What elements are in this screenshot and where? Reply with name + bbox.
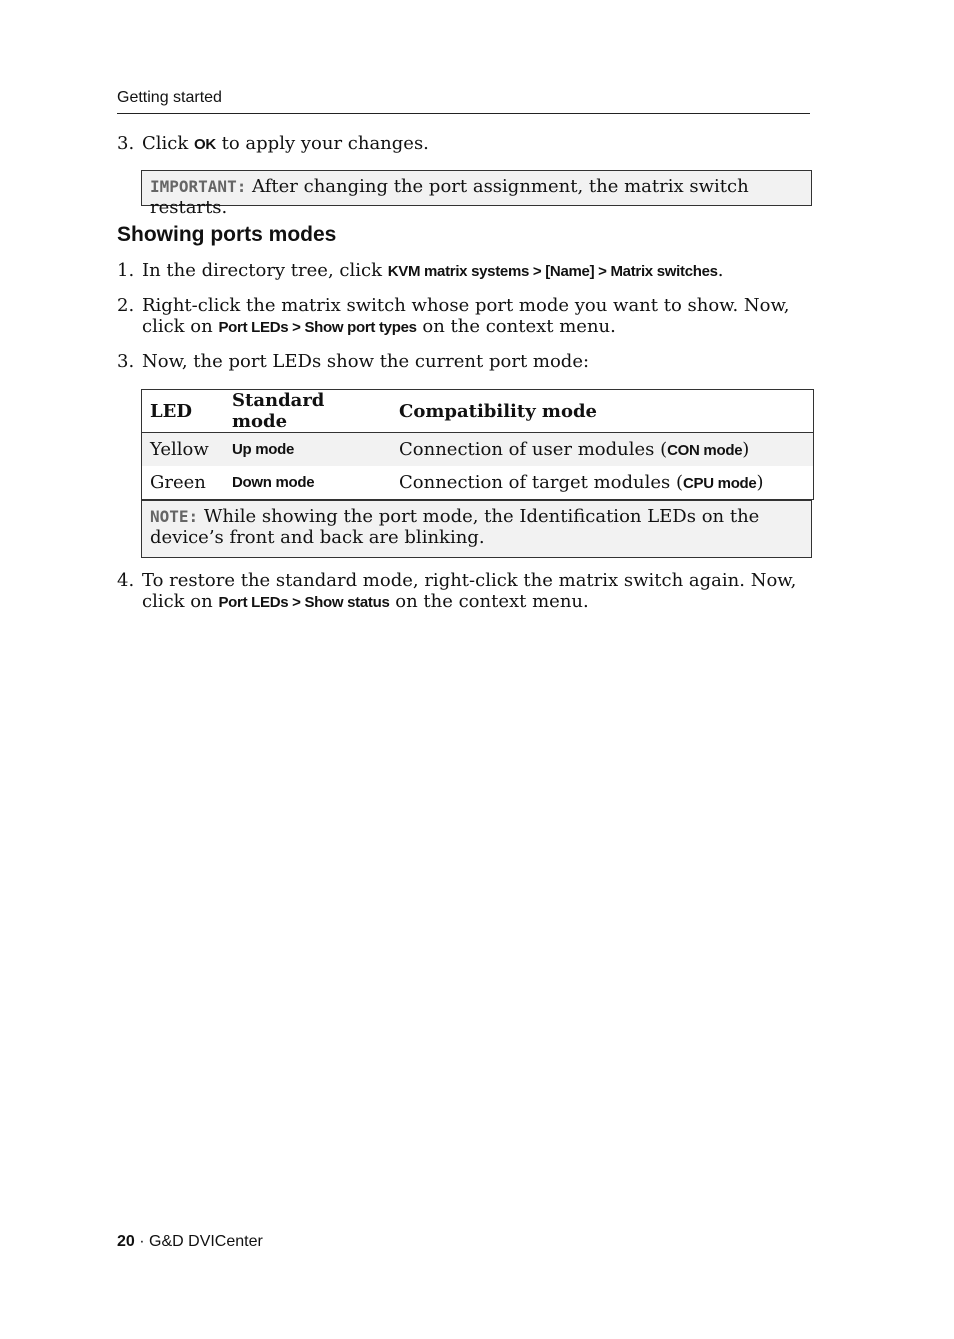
compat-text-pre: Connection of user modules ( [399,439,668,460]
compat-text-post: ) [756,472,764,493]
step-text-pre: In the directory tree, click [142,260,388,281]
step-text-post: on the context menu. [389,591,589,612]
header-section-name: Getting started [117,89,222,106]
ui-term-ok: OK [194,136,216,153]
important-label: IMPORTANT: [150,177,247,196]
step-text [142,133,810,155]
cell-led: Green [150,472,206,493]
cell-led: Yellow [142,433,225,467]
step-text-post: to apply your changes. [215,133,429,154]
important-callout [141,170,812,218]
led-mode-table [141,389,814,500]
important-text: After changing the port assignment, the matrix switch restarts. [150,176,749,218]
ui-term-con-mode: CON mode [667,442,743,459]
ui-term-directory-path: KVM matrix systems > [Name] > Matrix switches [387,263,718,280]
step-number: 3. [117,133,135,154]
cell-standard-mode: Down mode [232,474,315,491]
step-text: Now, the port LEDs show the current port mode: [142,351,590,372]
table-row [142,433,814,467]
compat-text-post: ) [742,439,750,460]
step-number: 2. [117,295,135,316]
cell-compatibility-mode [391,433,814,467]
running-header [117,89,810,114]
ui-term-show-port-types: Port LEDs > Show port types [218,319,417,336]
footer-separator: · [134,1233,150,1250]
step-number: 4. [117,570,135,591]
note-label: NOTE: [150,507,199,526]
ui-term-show-status: Port LEDs > Show status [218,594,390,611]
page-footer [117,1233,263,1251]
compat-text-pre: Connection of target modules ( [399,472,684,493]
step-text-post: on the context menu. [416,316,616,337]
step-number: 1. [117,260,135,281]
cell-standard-mode: Up mode [224,433,391,467]
step-number: 3. [117,351,135,372]
step-text [142,260,810,282]
section-title: Showing ports modes [117,223,337,246]
table-row [142,466,814,500]
column-header-standard-mode: Standard mode [224,390,391,433]
note-callout [141,500,812,558]
step-text-pre: To restore the standard mode, right-click the matrix switch again. Now, click on [142,570,797,612]
table-header-row [142,390,814,433]
step-text-pre: Click [142,133,194,154]
step-text [142,295,810,338]
document-title: G&D DVICenter [149,1233,263,1250]
note-text: While showing the port mode, the Identification LEDs on the device’s front and back are blinking. [150,506,760,548]
column-header-led: LED [142,390,225,433]
step-text [142,570,810,613]
column-header-compatibility-mode: Compatibility mode [391,390,814,433]
cell-compatibility-mode [391,466,814,500]
step-text-pre: Right-click the matrix switch whose port mode you want to show. Now, click on [142,295,790,337]
page-number: 20 [117,1233,135,1250]
ui-term-cpu-mode: CPU mode [683,475,757,492]
step-text-post: . [717,260,724,281]
